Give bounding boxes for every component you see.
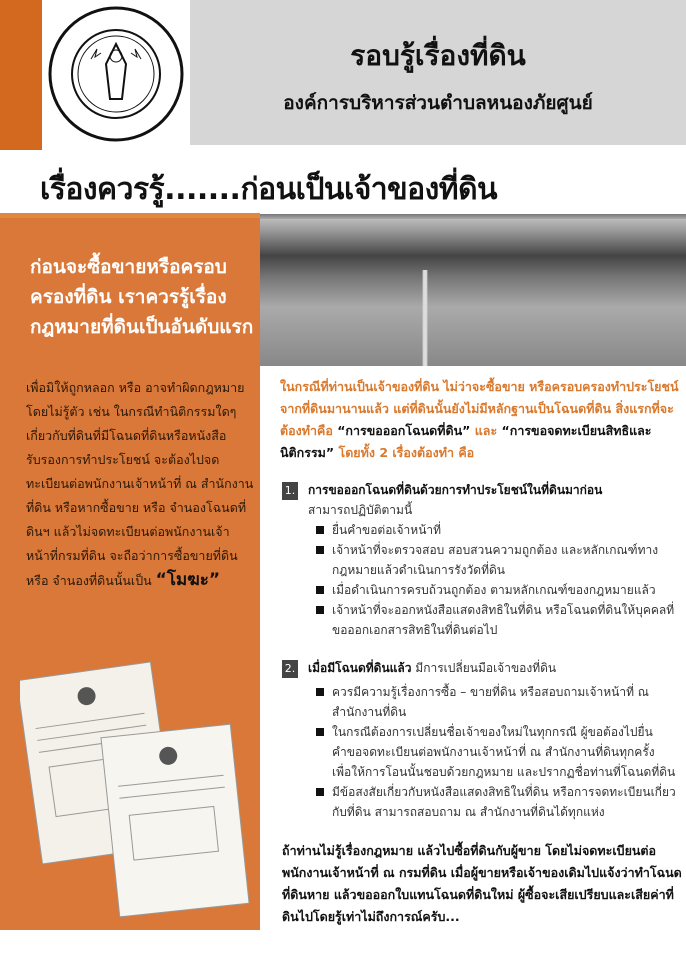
list-item: มีข้อสงสัยเกี่ยวกับหนังสือแสดงสิทธิในที่ดิน หรือการจดทะเบียนเกี่ยวกับที่ดิน สามารถสอบถาม ณ สำนักงานที่ดินได้ทุกแห่ง bbox=[316, 782, 677, 822]
intro-text: โดยทั้ง 2 เรื่องต้องทำ คือ bbox=[334, 445, 475, 460]
intro-text: ในกรณีที่ท่านเป็นเจ้าของที่ดิน ไม่ว่าจะซื้อขาย หรือครอบครองทำประโยชน์จากที่ดินมานานแล้ว แต่ที่ดินนั้นยังไม่มีหลักฐานเป็นโฉนดที่ดิน สิ่งแรกที่จะต้องทำคือ bbox=[280, 379, 679, 438]
land-deed-documents-image bbox=[20, 650, 250, 920]
main-title: เรื่องควรรู้.......ก่อนเป็นเจ้าของที่ดิน bbox=[40, 172, 498, 207]
road-in-photo bbox=[410, 270, 440, 366]
left-body-text: เพื่อมิให้ถูกหลอก หรือ อาจทำผิดกฎหมายโดยไม่รู้ตัว เช่น ในกรณีทำนิติกรรมใดๆ เกี่ยวกับที่ดินที่มีโฉนดที่ดินหรือหนังสือรับรองการทำประโยชน์ จะต้องไปจดทะเบียนต่อพนักงานเจ้าหน้าที่ ณ สำนักงานที่ดิน หรือหากซื้อขาย หรือ จำนองโฉนดที่ดินฯ แล้วไม่จดทะเบียนต่อพนักงานเจ้าหน้าที่กรมที่ดิน จะถือว่าการซื้อขายที่ดิน หรือ จำนองที่ดินนั้นเป็น bbox=[26, 380, 254, 588]
section-subheading: มีการเปลี่ยนมือเจ้าของที่ดิน bbox=[411, 661, 557, 675]
intro-key-deed: “การขอออกโฉนดที่ดิน” bbox=[337, 423, 471, 438]
left-heading: ก่อนจะซื้อขายหรือครอบครองที่ดิน เราควรรู้เรื่องกฎหมายที่ดินเป็นอันดับแรก bbox=[30, 256, 254, 338]
closing-paragraph: ถ้าท่านไม่รู้เรื่องกฎหมาย แล้วไปซื้อที่ดินกับผู้ขาย โดยไม่จดทะเบียนต่อพนักงานเจ้าหน้าที่ ณ กรมที่ดิน เมื่อผู้ขายหรือเจ้าของเดิมไปแจ้งว่าทำโฉนดที่ดินหาย แล้วขอออกใบแทนโฉนดที่ดินใหม่ ผู้ซื้อจะเสียเปรียบและเสียค่าที่ดินไปโดยรู้เท่าไม่ถึงการณ์ครับ... bbox=[282, 843, 682, 924]
intro-text: และ bbox=[470, 423, 502, 438]
list-item: เจ้าหน้าที่จะตรวจสอบ สอบสวนความถูกต้อง และหลักเกณฑ์ทางกฎหมายแล้วดำเนินการรังวัดที่ดิน bbox=[316, 540, 677, 580]
section-number: 2. bbox=[282, 660, 298, 678]
void-emphasis: “โมฆะ” bbox=[155, 570, 221, 590]
accent-strip bbox=[0, 0, 42, 150]
section-heading: การขอออกโฉนดที่ดินด้วยการทำประโยชน์ในที่ดินมาก่อน bbox=[308, 483, 603, 497]
aerial-farmland-photo bbox=[260, 219, 686, 366]
section-heading: เมื่อมีโฉนดที่ดินแล้ว bbox=[308, 661, 412, 675]
header-banner bbox=[190, 0, 686, 145]
list-item: ควรมีความรู้เรื่องการซื้อ – ขายที่ดิน หรือสอบถามเจ้าหน้าที่ ณ สำนักงานที่ดิน bbox=[316, 682, 677, 722]
header-title: รอบรู้เรื่องที่ดิน bbox=[350, 39, 526, 72]
section-number: 1. bbox=[282, 482, 298, 500]
list-item: เจ้าหน้าที่จะออกหนังสือแสดงสิทธิในที่ดิน หรือโฉนดที่ดินให้บุคคลที่ขอออกเอกสารสิทธิในที่ดินต่อไป bbox=[316, 600, 677, 640]
left-body bbox=[26, 376, 258, 593]
list-item: ในกรณีต้องการเปลี่ยนชื่อเจ้าของใหม่ในทุกกรณี ผู้ขอต้องไปยื่นคำขอจดทะเบียนต่อพนักงานเจ้าหน้าที่ ณ สำนักงานที่ดินทุกครั้ง เพื่อให้การโอนนั้นชอบด้วยกฎหมาย และปรากฏชื่อท่านที่โฉนดที่ดิน bbox=[316, 722, 677, 782]
intro-key-registration: “การขอจดทะเบียนสิทธิและนิติกรรม” bbox=[280, 423, 652, 460]
section-2 bbox=[282, 658, 677, 822]
list-item: ยื่นคำขอต่อเจ้าหน้าที่ bbox=[316, 520, 677, 540]
section-1 bbox=[282, 480, 677, 640]
section-subheading: สามารถปฏิบัติตามนี้ bbox=[308, 503, 413, 517]
organization-seal-logo bbox=[42, 0, 190, 148]
intro-paragraph bbox=[280, 376, 680, 464]
header-subtitle: องค์การบริหารส่วนตำบลหนองภัยศูนย์ bbox=[283, 92, 593, 114]
list-item: เมื่อดำเนินการครบถ้วนถูกต้อง ตามหลักเกณฑ์ของกฎหมายแล้ว bbox=[316, 580, 677, 600]
